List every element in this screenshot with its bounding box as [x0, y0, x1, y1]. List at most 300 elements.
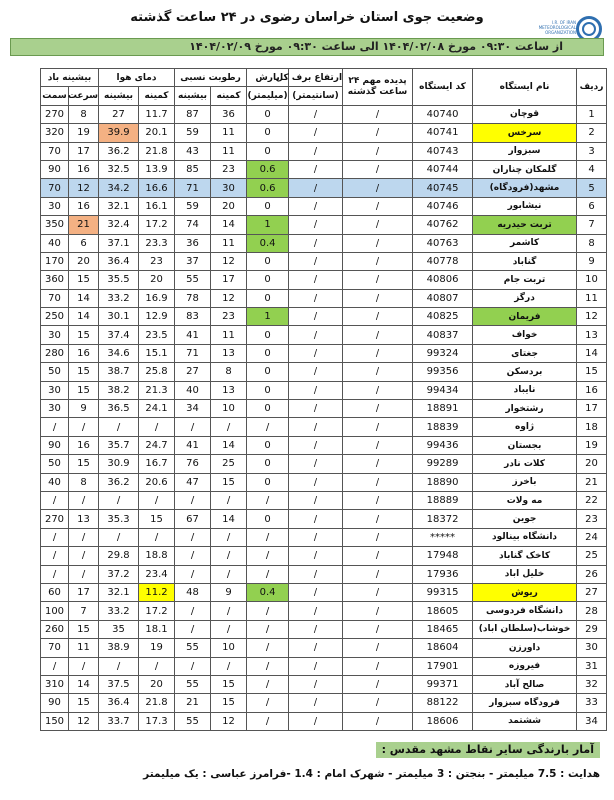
- humidity-min-cell: 15: [211, 675, 247, 693]
- temp-min-cell: 16.9: [139, 289, 175, 307]
- row-number: 24: [577, 528, 607, 546]
- phenomenon-cell: /: [343, 234, 413, 252]
- table-row: [9, 565, 607, 583]
- wind-direction-cell: 40: [41, 234, 69, 252]
- wind-speed-cell: /: [69, 547, 99, 565]
- logo-inner-ring-icon: [582, 22, 596, 36]
- wind-direction-cell: /: [41, 565, 69, 583]
- row-number: 16: [577, 381, 607, 399]
- phenomenon-cell: /: [343, 271, 413, 289]
- temp-max-cell: 32.1: [99, 197, 139, 215]
- temp-min-cell: 15: [139, 510, 175, 528]
- phenomenon-cell: /: [343, 105, 413, 123]
- temp-min-cell: 20.6: [139, 473, 175, 491]
- humidity-min-cell: 23: [211, 308, 247, 326]
- table-row: [9, 491, 607, 509]
- phenomenon-cell: /: [343, 620, 413, 638]
- table-row: [9, 712, 607, 730]
- wind-direction-cell: 270: [41, 105, 69, 123]
- wind-speed-cell: /: [69, 565, 99, 583]
- row-number: 7: [577, 216, 607, 234]
- humidity-min-cell: 12: [211, 289, 247, 307]
- snow-depth-cell: /: [289, 657, 343, 675]
- wind-direction-cell: /: [41, 547, 69, 565]
- phenomenon-cell: /: [343, 510, 413, 528]
- station-code: 40806: [413, 271, 473, 289]
- humidity-min-cell: 36: [211, 105, 247, 123]
- humidity-min-cell: /: [211, 620, 247, 638]
- temp-max-cell: /: [99, 491, 139, 509]
- precip-cell: 0.4: [247, 583, 289, 601]
- snow-depth-cell: /: [289, 583, 343, 601]
- humidity-max-cell: 36: [175, 234, 211, 252]
- table-row: [9, 179, 607, 197]
- phenomenon-cell: /: [343, 142, 413, 160]
- station-name: تربت حیدریه: [473, 216, 577, 234]
- phenomenon-cell: /: [343, 326, 413, 344]
- snow-depth-cell: /: [289, 528, 343, 546]
- wind-speed-cell: 7: [69, 602, 99, 620]
- station-name: بردسکن: [473, 363, 577, 381]
- snow-depth-cell: /: [289, 179, 343, 197]
- phenomenon-cell: /: [343, 455, 413, 473]
- humidity-max-cell: 41: [175, 326, 211, 344]
- station-name: سبزوار: [473, 142, 577, 160]
- precip-cell: 0: [247, 289, 289, 307]
- snow-depth-cell: /: [289, 216, 343, 234]
- humidity-max-cell: /: [175, 528, 211, 546]
- wind-direction-cell: 60: [41, 583, 69, 601]
- wind-speed-cell: 16: [69, 344, 99, 362]
- wind-speed-cell: 12: [69, 712, 99, 730]
- row-number: 5: [577, 179, 607, 197]
- snow-depth-cell: /: [289, 326, 343, 344]
- table-row: [9, 160, 607, 178]
- header-wind-speed: سرعت: [69, 87, 99, 105]
- humidity-max-cell: 21: [175, 694, 211, 712]
- temp-min-cell: 18.8: [139, 547, 175, 565]
- row-number: 21: [577, 473, 607, 491]
- temp-min-cell: 24.7: [139, 436, 175, 454]
- row-number: 25: [577, 547, 607, 565]
- precip-cell: 0: [247, 197, 289, 215]
- wind-direction-cell: 150: [41, 712, 69, 730]
- temp-max-cell: 38.9: [99, 639, 139, 657]
- humidity-min-cell: /: [211, 565, 247, 583]
- station-name: خوشاب(سلطان اباد): [473, 620, 577, 638]
- wind-direction-cell: 90: [41, 694, 69, 712]
- station-name: گناباد: [473, 252, 577, 270]
- station-code: 40837: [413, 326, 473, 344]
- humidity-min-cell: 11: [211, 124, 247, 142]
- time-period-banner: از ساعت ۰۹:۳۰ مورخ ۱۴۰۴/۰۲/۰۸ الی ساعت ۰۹:۳۰ مورخ ۱۴۰۴/۰۲/۰۹: [10, 38, 604, 56]
- temp-max-cell: 37.2: [99, 565, 139, 583]
- precip-cell: /: [247, 547, 289, 565]
- precip-cell: 1: [247, 216, 289, 234]
- table-row: [9, 289, 607, 307]
- temp-max-cell: 36.4: [99, 694, 139, 712]
- station-code: 18606: [413, 712, 473, 730]
- temp-max-cell: 29.8: [99, 547, 139, 565]
- row-number: 3: [577, 142, 607, 160]
- precip-cell: 0.4: [247, 234, 289, 252]
- temp-min-cell: 23.4: [139, 565, 175, 583]
- phenomenon-cell: /: [343, 124, 413, 142]
- table-row: [9, 675, 607, 693]
- row-number: 22: [577, 491, 607, 509]
- station-name: تربت جام: [473, 271, 577, 289]
- wind-speed-cell: /: [69, 418, 99, 436]
- row-number: 11: [577, 289, 607, 307]
- precip-cell: 0: [247, 124, 289, 142]
- phenomenon-cell: /: [343, 160, 413, 178]
- phenomenon-cell: /: [343, 639, 413, 657]
- snow-depth-cell: /: [289, 234, 343, 252]
- snow-depth-cell: /: [289, 363, 343, 381]
- phenomenon-cell: /: [343, 216, 413, 234]
- station-code: 99315: [413, 583, 473, 601]
- snow-depth-cell: /: [289, 271, 343, 289]
- temp-min-cell: 16.1: [139, 197, 175, 215]
- humidity-min-cell: 13: [211, 344, 247, 362]
- wind-direction-cell: 170: [41, 252, 69, 270]
- phenomenon-cell: /: [343, 491, 413, 509]
- humidity-max-cell: 55: [175, 639, 211, 657]
- precip-cell: 1: [247, 308, 289, 326]
- temp-max-cell: 33.2: [99, 602, 139, 620]
- row-number: 9: [577, 252, 607, 270]
- humidity-min-cell: 12: [211, 252, 247, 270]
- temp-max-cell: 35.7: [99, 436, 139, 454]
- temp-min-cell: 11.2: [139, 583, 175, 601]
- humidity-min-cell: /: [211, 602, 247, 620]
- humidity-max-cell: /: [175, 547, 211, 565]
- station-name: فیروزه: [473, 657, 577, 675]
- station-code: 40778: [413, 252, 473, 270]
- temp-min-cell: 18.1: [139, 620, 175, 638]
- snow-depth-cell: /: [289, 160, 343, 178]
- precip-cell: /: [247, 639, 289, 657]
- header-humidity-min: کمینه: [211, 87, 247, 105]
- header-precip: بارش: [247, 69, 289, 87]
- wind-speed-cell: 12: [69, 179, 99, 197]
- station-code: 18604: [413, 639, 473, 657]
- wind-direction-cell: 30: [41, 197, 69, 215]
- phenomenon-cell: /: [343, 252, 413, 270]
- wind-direction-cell: 70: [41, 639, 69, 657]
- station-name: صالح آباد: [473, 675, 577, 693]
- wind-speed-cell: 19: [69, 124, 99, 142]
- humidity-max-cell: 74: [175, 216, 211, 234]
- precip-cell: 0.6: [247, 179, 289, 197]
- temp-max-cell: 35.5: [99, 271, 139, 289]
- wind-speed-cell: 15: [69, 271, 99, 289]
- humidity-max-cell: 67: [175, 510, 211, 528]
- temp-min-cell: 13.9: [139, 160, 175, 178]
- header-station-name: نام ایستگاه: [473, 69, 577, 106]
- wind-speed-cell: 21: [69, 216, 99, 234]
- weather-table-body: [9, 105, 607, 730]
- row-number: 29: [577, 620, 607, 638]
- footer-title: آمار بارندگی سایر نقاط مشهد مقدس :: [376, 742, 600, 758]
- row-number: 28: [577, 602, 607, 620]
- station-name: کاخک گناباد: [473, 547, 577, 565]
- station-code: 17936: [413, 565, 473, 583]
- phenomenon-cell: /: [343, 712, 413, 730]
- station-code: 99324: [413, 344, 473, 362]
- header-humidity-max: بیشینه: [175, 87, 211, 105]
- humidity-max-cell: 41: [175, 436, 211, 454]
- wind-speed-cell: 14: [69, 308, 99, 326]
- humidity-max-cell: 47: [175, 473, 211, 491]
- temp-min-cell: 21.8: [139, 142, 175, 160]
- table-row: [9, 142, 607, 160]
- station-name: سرخس: [473, 124, 577, 142]
- precip-cell: 0: [247, 455, 289, 473]
- wind-speed-cell: 6: [69, 234, 99, 252]
- wind-speed-cell: 14: [69, 675, 99, 693]
- wind-speed-cell: 15: [69, 620, 99, 638]
- temp-max-cell: 33.2: [99, 289, 139, 307]
- station-code: 40745: [413, 179, 473, 197]
- temp-max-cell: 30.1: [99, 308, 139, 326]
- footer-rainfall-text: هدایت : 7.5 میلیمتر - بنجتن : 3 میلیمتر - شهرک امام : 1.4 -فرامرز عباسی : یک میلیمتر: [143, 768, 600, 780]
- precip-cell: 0: [247, 142, 289, 160]
- row-number: 18: [577, 418, 607, 436]
- table-row: [9, 528, 607, 546]
- row-number: 10: [577, 271, 607, 289]
- humidity-max-cell: /: [175, 620, 211, 638]
- station-name: جوین: [473, 510, 577, 528]
- station-name: ریوش: [473, 583, 577, 601]
- humidity-min-cell: 9: [211, 583, 247, 601]
- humidity-min-cell: 14: [211, 216, 247, 234]
- temp-max-cell: 37.4: [99, 326, 139, 344]
- temp-min-cell: 23: [139, 252, 175, 270]
- wind-direction-cell: 70: [41, 289, 69, 307]
- humidity-max-cell: 55: [175, 271, 211, 289]
- table-row: [9, 694, 607, 712]
- row-number: 20: [577, 455, 607, 473]
- precip-cell: 0: [247, 344, 289, 362]
- phenomenon-cell: /: [343, 583, 413, 601]
- station-code: 18372: [413, 510, 473, 528]
- precip-cell: /: [247, 675, 289, 693]
- table-row: [9, 436, 607, 454]
- wind-speed-cell: 16: [69, 197, 99, 215]
- wind-direction-cell: /: [41, 491, 69, 509]
- wind-direction-cell: 90: [41, 160, 69, 178]
- table-row: [9, 344, 607, 362]
- row-number: 1: [577, 105, 607, 123]
- station-code: 18605: [413, 602, 473, 620]
- station-name: مشهد(فرودگاه): [473, 179, 577, 197]
- table-row: [9, 418, 607, 436]
- row-number: 26: [577, 565, 607, 583]
- row-number: 8: [577, 234, 607, 252]
- wind-direction-cell: 90: [41, 436, 69, 454]
- wind-direction-cell: 30: [41, 326, 69, 344]
- humidity-max-cell: /: [175, 418, 211, 436]
- temp-max-cell: 39.9: [99, 124, 139, 142]
- station-code: 17948: [413, 547, 473, 565]
- wind-speed-cell: 8: [69, 473, 99, 491]
- weather-table: [8, 68, 607, 731]
- wind-direction-cell: 350: [41, 216, 69, 234]
- table-row: [9, 105, 607, 123]
- humidity-max-cell: 78: [175, 289, 211, 307]
- precip-cell: 0: [247, 381, 289, 399]
- humidity-max-cell: 43: [175, 142, 211, 160]
- table-row: [9, 252, 607, 270]
- temp-min-cell: /: [139, 657, 175, 675]
- station-code: 40763: [413, 234, 473, 252]
- precip-cell: 0: [247, 400, 289, 418]
- station-code: 18465: [413, 620, 473, 638]
- humidity-min-cell: 15: [211, 694, 247, 712]
- phenomenon-cell: /: [343, 197, 413, 215]
- temp-max-cell: 38.7: [99, 363, 139, 381]
- wind-speed-cell: 11: [69, 639, 99, 657]
- temp-max-cell: 33.7: [99, 712, 139, 730]
- snow-depth-cell: /: [289, 289, 343, 307]
- humidity-max-cell: 40: [175, 381, 211, 399]
- snow-depth-cell: /: [289, 344, 343, 362]
- header-precip-unit: (میلیمتر): [247, 87, 289, 105]
- station-code: *****: [413, 528, 473, 546]
- station-name: رشتخوار: [473, 400, 577, 418]
- humidity-min-cell: 14: [211, 436, 247, 454]
- table-row: [9, 124, 607, 142]
- precip-cell: /: [247, 418, 289, 436]
- row-number: 6: [577, 197, 607, 215]
- station-name: ششتمد: [473, 712, 577, 730]
- table-row: [9, 271, 607, 289]
- precip-cell: 0: [247, 473, 289, 491]
- wind-direction-cell: 100: [41, 602, 69, 620]
- phenomenon-cell: /: [343, 547, 413, 565]
- phenomenon-cell: /: [343, 657, 413, 675]
- temp-max-cell: 32.5: [99, 160, 139, 178]
- snow-depth-cell: /: [289, 602, 343, 620]
- temp-max-cell: 36.2: [99, 142, 139, 160]
- precip-cell: /: [247, 602, 289, 620]
- humidity-max-cell: 85: [175, 160, 211, 178]
- temp-max-cell: 30.9: [99, 455, 139, 473]
- humidity-min-cell: /: [211, 528, 247, 546]
- station-code: 40762: [413, 216, 473, 234]
- snow-depth-cell: /: [289, 620, 343, 638]
- row-number: 4: [577, 160, 607, 178]
- snow-depth-cell: /: [289, 491, 343, 509]
- humidity-min-cell: 11: [211, 326, 247, 344]
- station-name: نیشابور: [473, 197, 577, 215]
- header-temp-min: کمینه: [139, 87, 175, 105]
- table-row: [9, 620, 607, 638]
- station-code: 99434: [413, 381, 473, 399]
- temp-min-cell: 12.9: [139, 308, 175, 326]
- phenomenon-cell: /: [343, 436, 413, 454]
- temp-max-cell: 36.2: [99, 473, 139, 491]
- humidity-max-cell: 71: [175, 179, 211, 197]
- station-name: جغتای: [473, 344, 577, 362]
- precip-cell: 0: [247, 271, 289, 289]
- row-number: 14: [577, 344, 607, 362]
- snow-depth-cell: /: [289, 694, 343, 712]
- humidity-max-cell: 34: [175, 400, 211, 418]
- humidity-max-cell: /: [175, 657, 211, 675]
- snow-depth-cell: /: [289, 400, 343, 418]
- wind-speed-cell: 15: [69, 326, 99, 344]
- wind-direction-cell: 250: [41, 308, 69, 326]
- phenomenon-cell: /: [343, 473, 413, 491]
- precip-cell: /: [247, 491, 289, 509]
- table-row: [9, 381, 607, 399]
- table-row: [9, 455, 607, 473]
- station-code: 17901: [413, 657, 473, 675]
- precip-cell: 0: [247, 252, 289, 270]
- humidity-min-cell: 10: [211, 639, 247, 657]
- station-code: 99289: [413, 455, 473, 473]
- humidity-max-cell: 76: [175, 455, 211, 473]
- row-number: 34: [577, 712, 607, 730]
- wind-speed-cell: 14: [69, 289, 99, 307]
- humidity-max-cell: 37: [175, 252, 211, 270]
- temp-max-cell: 35: [99, 620, 139, 638]
- phenomenon-cell: /: [343, 528, 413, 546]
- temp-min-cell: 20: [139, 675, 175, 693]
- humidity-max-cell: 59: [175, 124, 211, 142]
- header-max-wind: بیشینه باد: [41, 69, 99, 87]
- snow-depth-cell: /: [289, 252, 343, 270]
- row-number: 30: [577, 639, 607, 657]
- station-name: داورزن: [473, 639, 577, 657]
- station-code: 88122: [413, 694, 473, 712]
- temp-max-cell: /: [99, 528, 139, 546]
- temp-max-cell: 34.6: [99, 344, 139, 362]
- wind-direction-cell: 50: [41, 455, 69, 473]
- temp-max-cell: 35.3: [99, 510, 139, 528]
- header-wind-direction: سمت: [41, 87, 69, 105]
- table-row: [9, 583, 607, 601]
- wind-direction-cell: 310: [41, 675, 69, 693]
- table-row: [9, 197, 607, 215]
- snow-depth-cell: /: [289, 105, 343, 123]
- humidity-max-cell: 87: [175, 105, 211, 123]
- humidity-max-cell: 83: [175, 308, 211, 326]
- humidity-max-cell: 71: [175, 344, 211, 362]
- snow-depth-cell: /: [289, 565, 343, 583]
- temp-min-cell: 21.8: [139, 694, 175, 712]
- row-number: 13: [577, 326, 607, 344]
- precip-cell: 0: [247, 363, 289, 381]
- snow-depth-cell: /: [289, 124, 343, 142]
- wind-speed-cell: 17: [69, 583, 99, 601]
- wind-speed-cell: /: [69, 528, 99, 546]
- table-row: [9, 400, 607, 418]
- wind-speed-cell: 9: [69, 400, 99, 418]
- station-code: 40807: [413, 289, 473, 307]
- row-number: 19: [577, 436, 607, 454]
- humidity-min-cell: 10: [211, 400, 247, 418]
- station-name: خواف: [473, 326, 577, 344]
- wind-direction-cell: /: [41, 657, 69, 675]
- humidity-min-cell: /: [211, 491, 247, 509]
- snow-depth-cell: /: [289, 473, 343, 491]
- humidity-min-cell: 11: [211, 234, 247, 252]
- humidity-min-cell: 12: [211, 712, 247, 730]
- temp-max-cell: 32.4: [99, 216, 139, 234]
